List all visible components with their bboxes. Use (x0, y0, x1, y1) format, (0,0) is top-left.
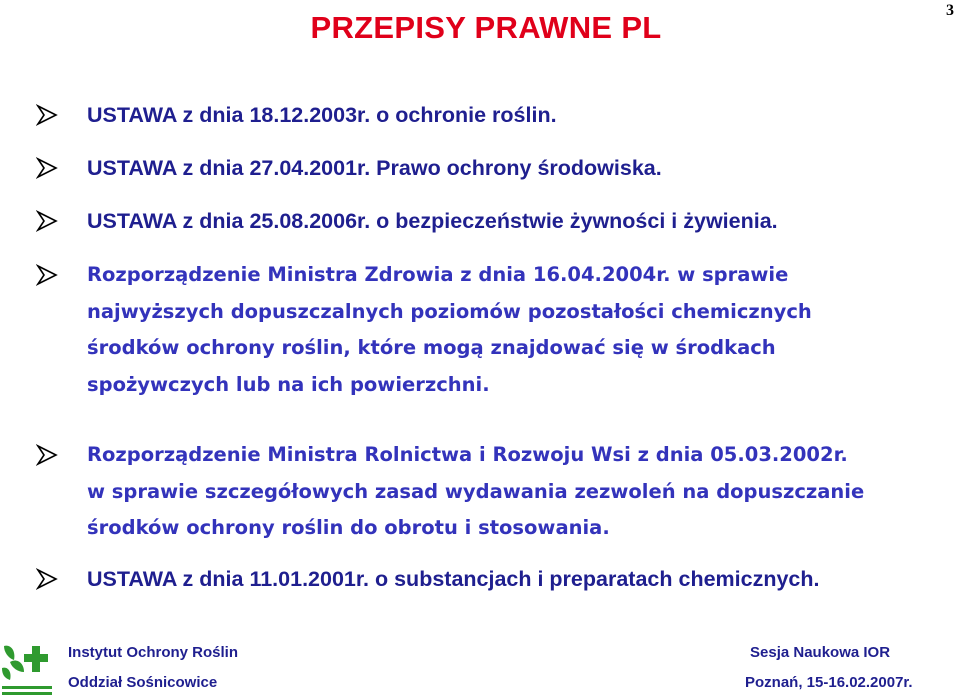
arrowhead-bullet-icon (36, 157, 58, 179)
list-item-line: w sprawie szczegółowych zasad wydawania zezwoleń na dopuszczanie (87, 479, 865, 503)
list-item-line: USTAWA z dnia 27.04.2001r. Prawo ochrony środowiska. (87, 156, 662, 180)
page-number: 3 (946, 2, 954, 19)
arrowhead-bullet-icon (36, 104, 58, 126)
arrowhead-bullet-icon (36, 568, 58, 590)
footer-branch: Oddział Sośnicowice (68, 674, 218, 691)
list-item-line: spożywczych lub na ich powierzchni. (87, 372, 490, 396)
list-item-line: USTAWA z dnia 25.08.2006r. o bezpieczeństwie żywności i żywienia. (87, 209, 778, 233)
list-item-line: USTAWA z dnia 11.01.2001r. o substancjach i preparatach chemicznych. (87, 567, 820, 591)
list-item-line: Rozporządzenie Ministra Rolnictwa i Rozwoju Wsi z dnia 05.03.2002r. (87, 443, 848, 466)
list-item-line: Rozporządzenie Ministra Zdrowia z dnia 16.04.2004r. w sprawie (87, 263, 789, 286)
institute-logo-icon (0, 640, 56, 700)
page-title: PRZEPISY PRAWNE PL (310, 10, 662, 45)
list-item-line: najwyższych dopuszczalnych poziomów pozostałości chemicznych (87, 299, 812, 323)
footer-event: Sesja Naukowa IOR (750, 644, 891, 661)
arrowhead-bullet-icon (36, 264, 58, 286)
footer-institute-name: Instytut Ochrony Roślin (68, 644, 239, 661)
list-item-line: USTAWA z dnia 18.12.2003r. o ochronie roślin. (87, 103, 557, 127)
footer (0, 640, 960, 700)
arrowhead-bullet-icon (36, 210, 58, 232)
list-item-line: środków ochrony roślin do obrotu i stosowania. (87, 516, 610, 539)
list-item-line: środków ochrony roślin, które mogą znajdować się w środkach (87, 336, 776, 359)
arrowhead-bullet-icon (36, 444, 58, 466)
footer-location-date: Poznań, 15-16.02.2007r. (745, 674, 913, 691)
